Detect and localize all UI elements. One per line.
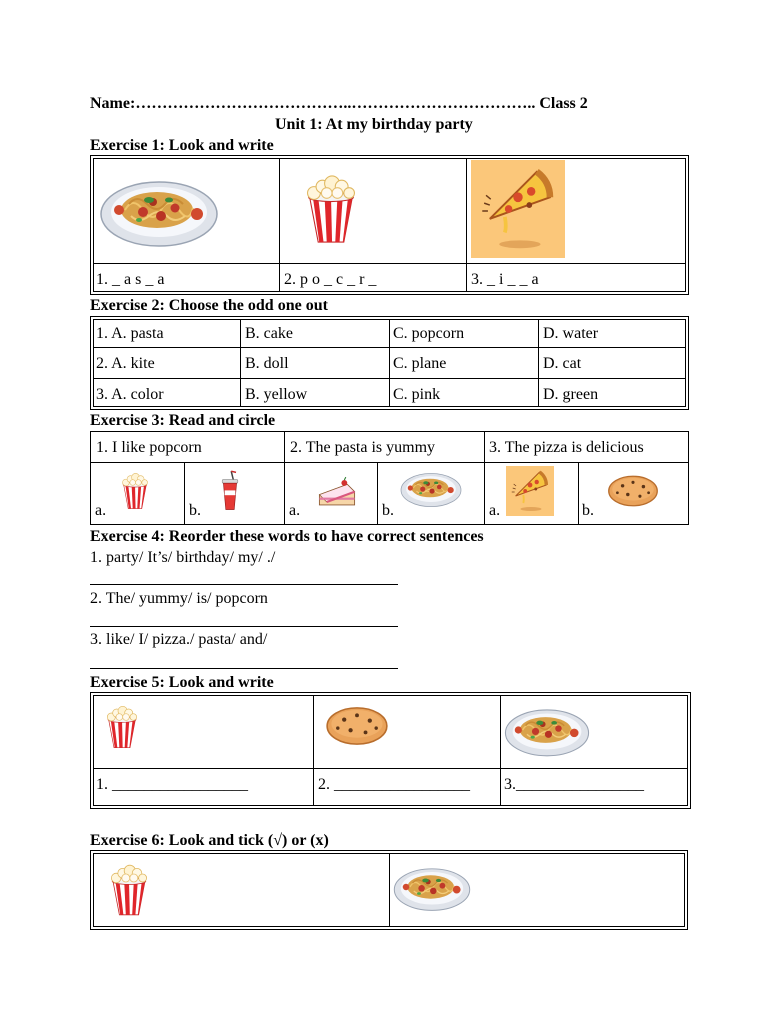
ex2-r3-c2: B. yellow [245,386,308,403]
ex2-r3-c1: 3. A. color [96,386,164,403]
ex2-r2-c1: 2. A. kite [96,355,155,372]
popcorn-bucket-icon [296,168,366,250]
ex2-r1-c2: B. cake [245,325,293,342]
popcorn-bucket-icon[interactable] [117,468,153,514]
ex2-r2-c3: C. plane [393,355,447,372]
ex3-q3-option-a[interactable]: a. [489,502,501,519]
pasta-plate-icon [392,856,472,918]
name-class-line: Name:…………………………………..…………………………….. Class 2 [90,95,588,112]
popcorn-bucket-icon [102,701,142,753]
ex4-item-2: 2. The/ yummy/ is/ popcorn [90,590,268,607]
ex2-title: Exercise 2: Choose the odd one out [90,297,328,314]
ex4-answer-line-2[interactable] [90,626,398,627]
ex2-r3-c3: C. pink [393,386,441,403]
ex5-title: Exercise 5: Look and write [90,674,274,691]
cookie-icon[interactable] [606,472,660,510]
ex4-item-3: 3. like/ I/ pizza./ pasta/ and/ [90,631,268,648]
ex4-answer-line-3[interactable] [90,668,398,669]
ex2-r2-c2: B. doll [245,355,289,372]
ex4-item-1: 1. party/ It’s/ birthday/ my/ ./ [90,549,276,566]
ex3-sentence-3: 3. The pizza is delicious [489,439,644,456]
ex3-q1-option-b[interactable]: b. [189,502,201,519]
cookie-icon [324,702,390,750]
ex2-r1-c1: 1. A. pasta [96,325,164,342]
ex3-q2-option-b[interactable]: b. [382,502,394,519]
ex3-sentence-2: 2. The pasta is yummy [290,439,436,456]
ex1-item-3: 3. _ i _ _ a [471,271,539,288]
pasta-plate-icon[interactable] [400,466,462,510]
ex1-item-1: 1. _ a s _ a [96,271,165,288]
ex2-r1-c4: D. water [543,325,599,342]
ex6-title: Exercise 6: Look and tick (√) or (x) [90,832,329,849]
pasta-plate-icon [97,161,221,259]
pasta-plate-icon [504,697,590,763]
ex3-q1-option-a[interactable]: a. [95,502,107,519]
popcorn-bucket-icon [104,860,154,920]
pizza-slice-icon [471,160,565,258]
pizza-slice-icon[interactable] [506,466,554,516]
ex3-q3-option-b[interactable]: b. [582,502,594,519]
ex5-item-2[interactable]: 2. _________________ [318,776,470,793]
ex2-r1-c3: C. popcorn [393,325,465,342]
ex1-item-2: 2. p o _ c _ r _ [284,271,377,288]
soda-cup-icon[interactable] [216,470,244,512]
ex3-title: Exercise 3: Read and circle [90,412,276,429]
ex1-title: Exercise 1: Look and write [90,137,274,154]
ex2-r2-c4: D. cat [543,355,582,372]
ex5-item-1[interactable]: 1. _________________ [96,776,248,793]
ex3-q2-option-a[interactable]: a. [289,502,301,519]
ex4-answer-line-1[interactable] [90,584,398,585]
unit-title: Unit 1: At my birthday party [275,116,473,133]
ex4-title: Exercise 4: Reorder these words to have correct sentences [90,528,484,545]
ex2-r3-c4: D. green [543,386,599,403]
ex5-item-3[interactable]: 3.________________ [504,776,644,793]
ex3-sentence-1: 1. I like popcorn [96,439,202,456]
cake-slice-icon[interactable] [307,466,367,516]
